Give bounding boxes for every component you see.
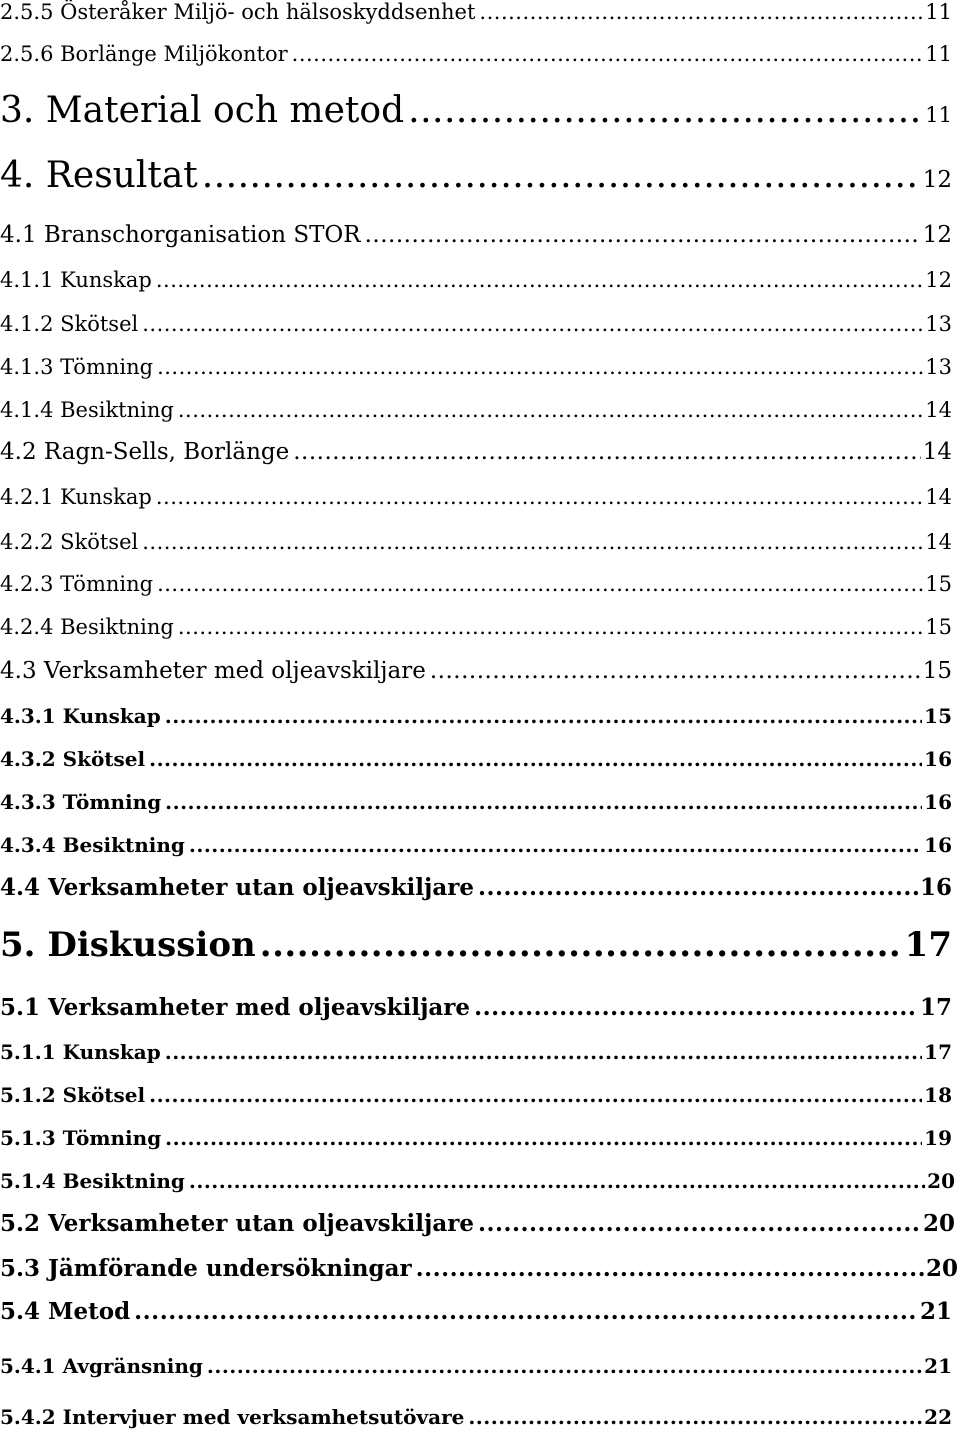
toc-dot-leader (260, 925, 903, 965)
toc-page-number: 16 (924, 833, 952, 857)
toc-dot-leader (468, 1405, 922, 1429)
toc-entry[interactable] (0, 355, 952, 379)
toc-entry[interactable] (0, 790, 952, 814)
toc-entry-title: 4.1.2 Skötsel (0, 312, 139, 336)
toc-entry[interactable] (0, 1255, 958, 1282)
toc-page-number: 16 (919, 874, 952, 901)
toc-page-number: 17 (904, 925, 952, 965)
toc-page-number: 20 (927, 1169, 955, 1193)
toc-dot-leader (156, 485, 923, 509)
toc-dot-leader (165, 1126, 922, 1150)
toc-dot-leader (149, 747, 922, 771)
toc-entry[interactable] (0, 833, 952, 857)
toc-dot-leader (207, 1354, 922, 1378)
toc-page-number: 15 (925, 615, 952, 639)
toc-entry-title: 5.4 Metod (0, 1298, 131, 1325)
toc-entry-title: 5.1.2 Skötsel (0, 1083, 146, 1107)
toc-entry[interactable] (0, 572, 952, 596)
toc-page-number: 17 (924, 1040, 952, 1064)
toc-dot-leader (178, 615, 923, 639)
toc-entry-title: 4.3.4 Besiktning (0, 833, 185, 857)
toc-entry-title: 5. Diskussion (0, 925, 256, 965)
toc-dot-leader (189, 1169, 925, 1193)
toc-page-number: 19 (924, 1126, 952, 1150)
toc-page-number: 20 (922, 1210, 955, 1237)
toc-entry-title: 4.2 Ragn-Sells, Borlänge (0, 439, 290, 465)
toc-entry-title: 2.5.6 Borlänge Miljökontor (0, 42, 288, 66)
toc-entry-title: 5.3 Jämförande undersökningar (0, 1255, 412, 1282)
toc-entry[interactable] (0, 1298, 952, 1325)
toc-entry[interactable] (0, 704, 952, 728)
toc-entry[interactable] (0, 530, 952, 554)
toc-page-number: 22 (924, 1405, 952, 1429)
toc-entry[interactable] (0, 439, 952, 465)
toc-dot-leader (142, 312, 923, 336)
toc-entry-title: 2.5.5 Österåker Miljö- och hälsoskyddsenhet (0, 0, 476, 24)
toc-entry-title: 4.3 Verksamheter med oljeavskiljare (0, 658, 426, 684)
toc-page-number: 13 (925, 355, 952, 379)
toc-entry-title: 5.1.1 Kunskap (0, 1040, 161, 1064)
toc-dot-leader (430, 658, 921, 684)
toc-entry-title: 5.1.4 Besiktning (0, 1169, 185, 1193)
toc-page-number: 15 (925, 572, 952, 596)
toc-entry[interactable] (0, 155, 952, 196)
toc-entry-title: 5.4.2 Intervjuer med verksamhetsutövare (0, 1405, 465, 1429)
toc-entry[interactable] (0, 485, 952, 509)
toc-entry[interactable] (0, 925, 952, 965)
toc-entry-title: 4.3.1 Kunskap (0, 704, 161, 728)
toc-page-number: 15 (922, 658, 952, 684)
toc-page-number: 15 (924, 704, 952, 728)
toc-entry[interactable] (0, 1169, 955, 1193)
toc-entry[interactable] (0, 398, 952, 422)
toc-dot-leader (165, 704, 922, 728)
toc-page-number: 14 (925, 485, 952, 509)
toc-entry[interactable] (0, 615, 952, 639)
toc-page-number: 11 (925, 103, 952, 127)
toc-page-number: 20 (925, 1255, 958, 1282)
toc-dot-leader (165, 790, 922, 814)
toc-entry-title: 4.2.3 Tömning (0, 572, 154, 596)
toc-entry-title: 4.3.3 Tömning (0, 790, 162, 814)
toc-entry-title: 4.4 Verksamheter utan oljeavskiljare (0, 874, 474, 901)
toc-entry[interactable] (0, 1126, 952, 1150)
toc-entry-title: 4.2.4 Besiktning (0, 615, 174, 639)
toc-entry-title: 4. Resultat (0, 155, 198, 196)
toc-entry[interactable] (0, 1354, 952, 1378)
toc-entry-title: 4.1.4 Besiktning (0, 398, 174, 422)
toc-dot-leader (142, 530, 923, 554)
toc-entry[interactable] (0, 874, 952, 901)
toc-dot-leader (149, 1083, 922, 1107)
toc-entry[interactable] (0, 268, 952, 292)
toc-page-number: 21 (919, 1298, 952, 1325)
toc-page-number: 14 (925, 398, 952, 422)
toc-page-number: 12 (922, 167, 952, 193)
toc-entry[interactable] (0, 1083, 952, 1107)
toc-dot-leader (156, 268, 923, 292)
toc-entry-title: 4.3.2 Skötsel (0, 747, 146, 771)
toc-entry-title: 5.1.3 Tömning (0, 1126, 162, 1150)
toc-dot-leader (293, 439, 921, 465)
toc-dot-leader (178, 398, 923, 422)
toc-entry[interactable] (0, 994, 952, 1021)
toc-entry-title: 5.1 Verksamheter med oljeavskiljare (0, 994, 471, 1021)
toc-entry[interactable] (0, 222, 952, 248)
toc-page-number: 12 (925, 268, 952, 292)
toc-dot-leader (202, 155, 921, 196)
toc-entry[interactable] (0, 0, 952, 24)
toc-dot-leader (157, 572, 923, 596)
toc-entry-title: 4.2.1 Kunskap (0, 485, 152, 509)
toc-dot-leader (365, 222, 921, 248)
toc-page-number: 13 (925, 312, 952, 336)
toc-entry-title: 4.1.1 Kunskap (0, 268, 152, 292)
toc-dot-leader (165, 1040, 922, 1064)
toc-dot-leader (479, 0, 923, 24)
toc-page-number: 17 (919, 994, 952, 1021)
toc-page-number: 16 (924, 790, 952, 814)
toc-entry[interactable] (0, 1210, 955, 1237)
toc-page-number: 11 (925, 0, 952, 24)
toc-entry[interactable] (0, 90, 952, 131)
toc-dot-leader (189, 833, 922, 857)
toc-entry[interactable] (0, 1405, 952, 1429)
toc-entry[interactable] (0, 312, 952, 336)
toc-page-number: 14 (925, 530, 952, 554)
toc-entry-title: 4.1 Branschorganisation STOR (0, 222, 361, 248)
toc-dot-leader (292, 42, 924, 66)
toc-dot-leader (478, 874, 918, 901)
toc-entry[interactable] (0, 658, 952, 684)
toc-entry-title: 4.1.3 Tömning (0, 355, 154, 379)
toc-entry-title: 5.2 Verksamheter utan oljeavskiljare (0, 1210, 474, 1237)
toc-entry[interactable] (0, 747, 952, 771)
toc-page-number: 11 (925, 42, 952, 66)
toc-entry-title: 4.2.2 Skötsel (0, 530, 139, 554)
toc-entry-title: 3. Material och metod (0, 90, 405, 131)
toc-dot-leader (478, 1210, 921, 1237)
toc-entry[interactable] (0, 1040, 952, 1064)
toc-page-number: 16 (924, 747, 952, 771)
toc-dot-leader (408, 90, 923, 131)
toc-page-number: 18 (924, 1083, 952, 1107)
toc-page-number: 14 (922, 439, 952, 465)
toc-dot-leader (157, 355, 923, 379)
toc-entry[interactable] (0, 42, 952, 66)
toc-dot-leader (134, 1298, 918, 1325)
toc-page-number: 21 (924, 1354, 952, 1378)
toc-dot-leader (474, 994, 918, 1021)
toc-dot-leader (416, 1255, 924, 1282)
toc-entry-title: 5.4.1 Avgränsning (0, 1354, 203, 1378)
toc-page-number: 12 (922, 222, 952, 248)
